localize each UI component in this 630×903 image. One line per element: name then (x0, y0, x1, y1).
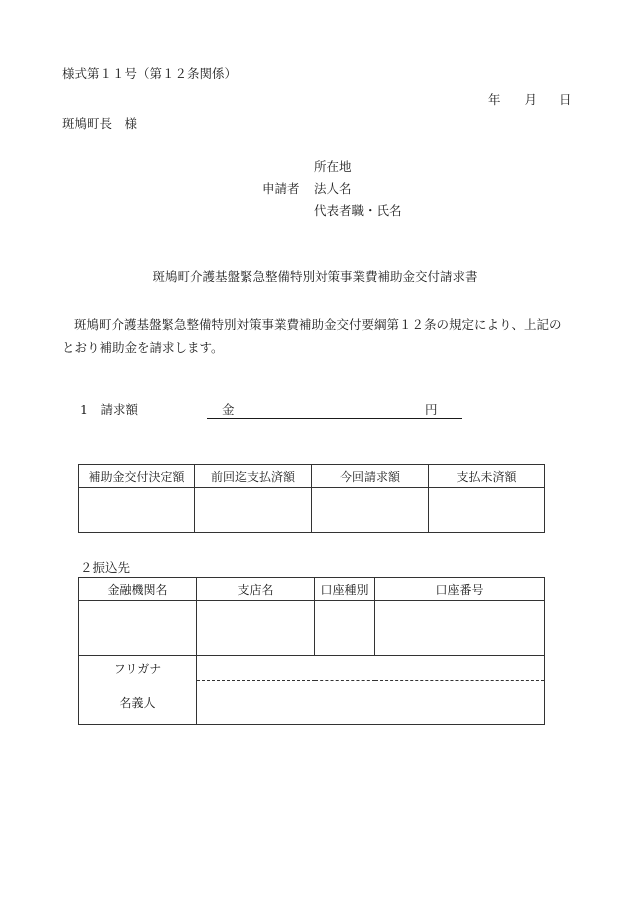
header-current-request: 今回請求額 (312, 465, 429, 488)
header-branch-name: 支店名 (197, 578, 315, 601)
furigana-cell[interactable] (197, 656, 545, 681)
claim-amount-prefix: 金 (222, 402, 235, 417)
document-title: 斑鳩町介護基盤緊急整備特別対策事業費補助金交付請求書 (152, 269, 478, 284)
claim-amount-underline (207, 418, 462, 419)
date-month: 月 (524, 92, 538, 107)
current-request-cell[interactable] (312, 488, 429, 533)
previously-paid-cell[interactable] (195, 488, 312, 533)
date-day: 日 (559, 92, 572, 107)
transfer-section-label: ２振込先 (80, 560, 131, 575)
claim-amount-label: 1 請求額 (80, 402, 138, 417)
applicant-label: 申請者 (262, 181, 300, 196)
amount-value-row (79, 488, 545, 533)
furigana-row (79, 656, 545, 681)
claim-amount-suffix: 円 (425, 402, 438, 417)
holder-row (79, 680, 545, 725)
account-holder-label: 名義人 (79, 680, 197, 725)
applicant-representative-label: 代表者職・氏名 (314, 203, 402, 218)
furigana-label: フリガナ (79, 656, 197, 681)
addressee: 斑鳩町長 様 (62, 116, 138, 131)
bank-header-row (79, 578, 545, 601)
body-paragraph: 斑鳩町介護基盤緊急整備特別対策事業費補助金交付要綱第１２条の規定により、上記のとおり補助金を請求します。 (62, 317, 562, 355)
amount-header-row (79, 465, 545, 488)
unpaid-amount-cell[interactable] (429, 488, 545, 533)
header-account-type: 口座種別 (315, 578, 375, 601)
applicant-corporation-label: 法人名 (314, 181, 352, 196)
decided-amount-cell[interactable] (79, 488, 195, 533)
bank-value-row (79, 601, 545, 656)
amount-table (78, 464, 545, 533)
account-type-cell[interactable] (315, 601, 375, 656)
header-decided-amount: 補助金交付決定額 (79, 465, 195, 488)
date-line (488, 94, 572, 107)
header-bank-name: 金融機関名 (79, 578, 197, 601)
branch-name-cell[interactable] (197, 601, 315, 656)
bank-name-cell[interactable] (79, 601, 197, 656)
header-unpaid-amount: 支払未済額 (429, 465, 545, 488)
form-number: 様式第１１号（第１２条関係） (62, 66, 238, 81)
account-number-cell[interactable] (375, 601, 545, 656)
header-previously-paid: 前回迄支払済額 (195, 465, 312, 488)
account-holder-cell[interactable] (197, 680, 545, 725)
applicant-location-label: 所在地 (314, 159, 352, 174)
bank-transfer-table (78, 577, 545, 725)
date-year: 年 (488, 92, 501, 107)
header-account-number: 口座番号 (375, 578, 545, 601)
